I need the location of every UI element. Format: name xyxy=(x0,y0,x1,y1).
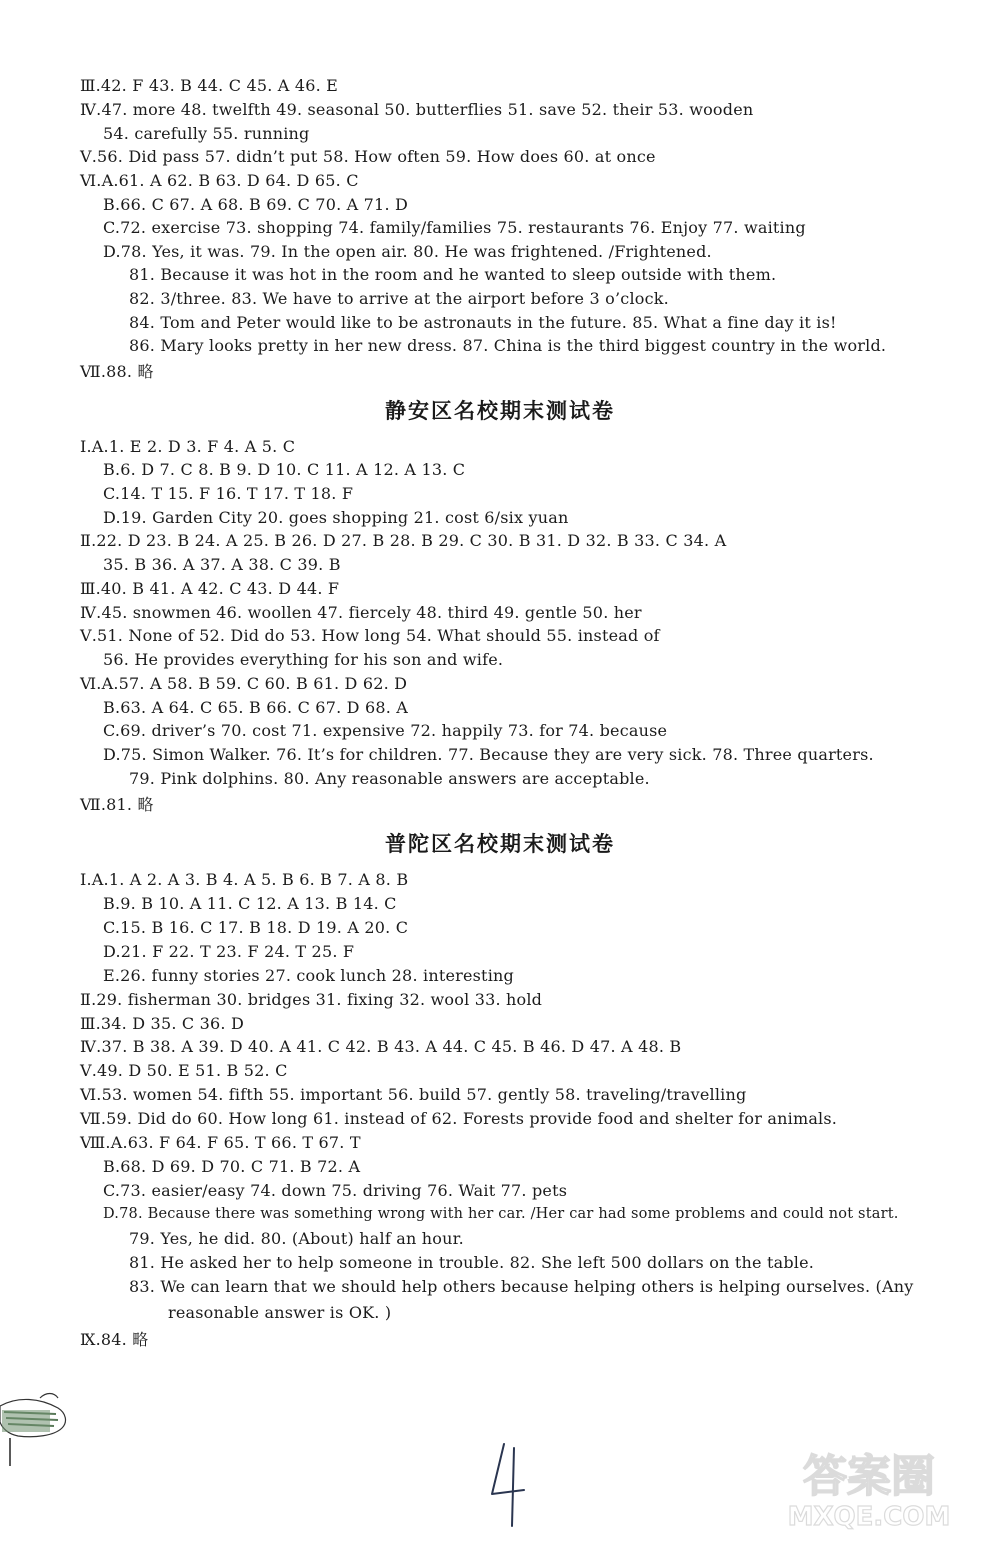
page-number xyxy=(488,1440,528,1530)
answer-line: 83. We can learn that we should help others because helping others is helping ourselves. (Any xyxy=(129,1277,914,1296)
handwritten-page-number-icon xyxy=(488,1440,528,1530)
answer-line: Ⅵ.A.61. A 62. B 63. D 64. D 65. C xyxy=(80,171,359,190)
watermark-logo xyxy=(744,1439,994,1535)
answer-line: Ⅷ.A.63. F 64. F 65. T 66. T 67. T xyxy=(80,1133,361,1152)
answer-line: 79. Pink dolphins. 80. Any reasonable answers are acceptable. xyxy=(129,769,650,788)
answer-line: C.69. driver’s 70. cost 71. expensive 72. happily 73. for 74. because xyxy=(103,721,668,740)
answer-line: 81. Because it was hot in the room and he wanted to sleep outside with them. xyxy=(129,265,777,284)
answer-line: B.63. A 64. C 65. B 66. C 67. D 68. A xyxy=(103,698,409,717)
answer-line: Ⅱ.29. fisherman 30. bridges 31. fixing 32. wool 33. hold xyxy=(80,990,543,1009)
answer-line: 56. He provides everything for his son and wife. xyxy=(103,650,504,669)
section-title-putuo: 普陀区名校期末测试卷 xyxy=(385,832,615,856)
answer-line: B.68. D 69. D 70. C 71. B 72. A xyxy=(103,1157,361,1176)
answer-line: Ⅲ.40. B 41. A 42. C 43. D 44. F xyxy=(80,579,340,598)
answer-line: Ⅶ.59. Did do 60. How long 61. instead of 62. Forests provide food and shelter for animals. xyxy=(80,1109,838,1128)
answer-line: Ⅰ.A.1. A 2. A 3. B 4. A 5. B 6. B 7. A 8. B xyxy=(80,870,409,889)
answer-line: 82. 3/three. 83. We have to arrive at the airport before 3 o’clock. xyxy=(129,289,669,308)
answer-line: Ⅶ.81. 略 xyxy=(80,795,154,814)
answer-line: reasonable answer is OK. ) xyxy=(168,1303,392,1322)
answer-line: Ⅴ.51. None of 52. Did do 53. How long 54. What should 55. instead of xyxy=(80,626,660,645)
answer-line: 84. Tom and Peter would like to be astronauts in the future. 85. What a fine day it is! xyxy=(129,313,837,332)
answer-line: Ⅱ.22. D 23. B 24. A 25. B 26. D 27. B 28. B 29. C 30. B 31. D 32. B 33. C 34. A xyxy=(80,531,727,550)
answer-line: 79. Yes, he did. 80. (About) half an hour. xyxy=(129,1229,464,1248)
watermark-en-text: MXQE.COM xyxy=(787,1502,951,1532)
answer-line: D.19. Garden City 20. goes shopping 21. cost 6/six yuan xyxy=(103,508,569,527)
answer-line: Ⅰ.A.1. E 2. D 3. F 4. A 5. C xyxy=(80,437,296,456)
answer-line: D.21. F 22. T 23. F 24. T 25. F xyxy=(103,942,355,961)
answer-line: D.75. Simon Walker. 76. It’s for children. 77. Because they are very sick. 78. Three quarters. xyxy=(103,745,874,764)
answer-line: E.26. funny stories 27. cook lunch 28. interesting xyxy=(103,966,514,985)
answer-line: 54. carefully 55. running xyxy=(103,124,310,143)
answer-line: C.14. T 15. F 16. T 17. T 18. F xyxy=(103,484,354,503)
answer-line: C.72. exercise 73. shopping 74. family/families 75. restaurants 76. Enjoy 77. waiting xyxy=(103,218,806,237)
answer-line: Ⅳ.45. snowmen 46. woollen 47. fiercely 48. third 49. gentle 50. her xyxy=(80,603,642,622)
answer-line: Ⅳ.47. more 48. twelfth 49. seasonal 50. butterflies 51. save 52. their 53. wooden xyxy=(80,100,754,119)
answer-line: B.9. B 10. A 11. C 12. A 13. B 14. C xyxy=(103,894,397,913)
answer-line: Ⅴ.56. Did pass 57. didn’t put 58. How often 59. How does 60. at once xyxy=(80,147,656,166)
answer-line: B.66. C 67. A 68. B 69. C 70. A 71. D xyxy=(103,195,409,214)
corner-decoration-icon xyxy=(0,1388,70,1470)
answer-line: Ⅶ.88. 略 xyxy=(80,362,154,381)
answer-line: D.78. Because there was something wrong with her car. /Her car had some problems and could not start. xyxy=(103,1206,899,1222)
answer-line: C.73. easier/easy 74. down 75. driving 76. Wait 77. pets xyxy=(103,1181,568,1200)
answer-line: D.78. Yes, it was. 79. In the open air. 80. He was frightened. /Frightened. xyxy=(103,242,712,261)
answer-line: 35. B 36. A 37. A 38. C 39. B xyxy=(103,555,341,574)
watermark-cn-text: 答案圈 xyxy=(803,1451,935,1502)
section-title-jingan: 静安区名校期末测试卷 xyxy=(385,399,615,423)
answer-line: Ⅳ.37. B 38. A 39. D 40. A 41. C 42. B 43. A 44. C 45. B 46. D 47. A 48. B xyxy=(80,1037,682,1056)
answer-line: C.15. B 16. C 17. B 18. D 19. A 20. C xyxy=(103,918,409,937)
answer-line: 86. Mary looks pretty in her new dress. 87. China is the third biggest country in the world. xyxy=(129,336,887,355)
answer-line: Ⅴ.49. D 50. E 51. B 52. C xyxy=(80,1061,288,1080)
answer-line: 81. He asked her to help someone in trouble. 82. She left 500 dollars on the table. xyxy=(129,1253,815,1272)
answer-line: Ⅲ.34. D 35. C 36. D xyxy=(80,1014,244,1033)
answer-line: Ⅵ.53. women 54. fifth 55. important 56. build 57. gently 58. traveling/travelling xyxy=(80,1085,747,1104)
answer-line: Ⅲ.42. F 43. B 44. C 45. A 46. E xyxy=(80,76,339,95)
answer-line: Ⅵ.A.57. A 58. B 59. C 60. B 61. D 62. D xyxy=(80,674,408,693)
answer-line: Ⅸ.84. 略 xyxy=(80,1330,149,1349)
answer-line: B.6. D 7. C 8. B 9. D 10. C 11. A 12. A 13. C xyxy=(103,460,466,479)
